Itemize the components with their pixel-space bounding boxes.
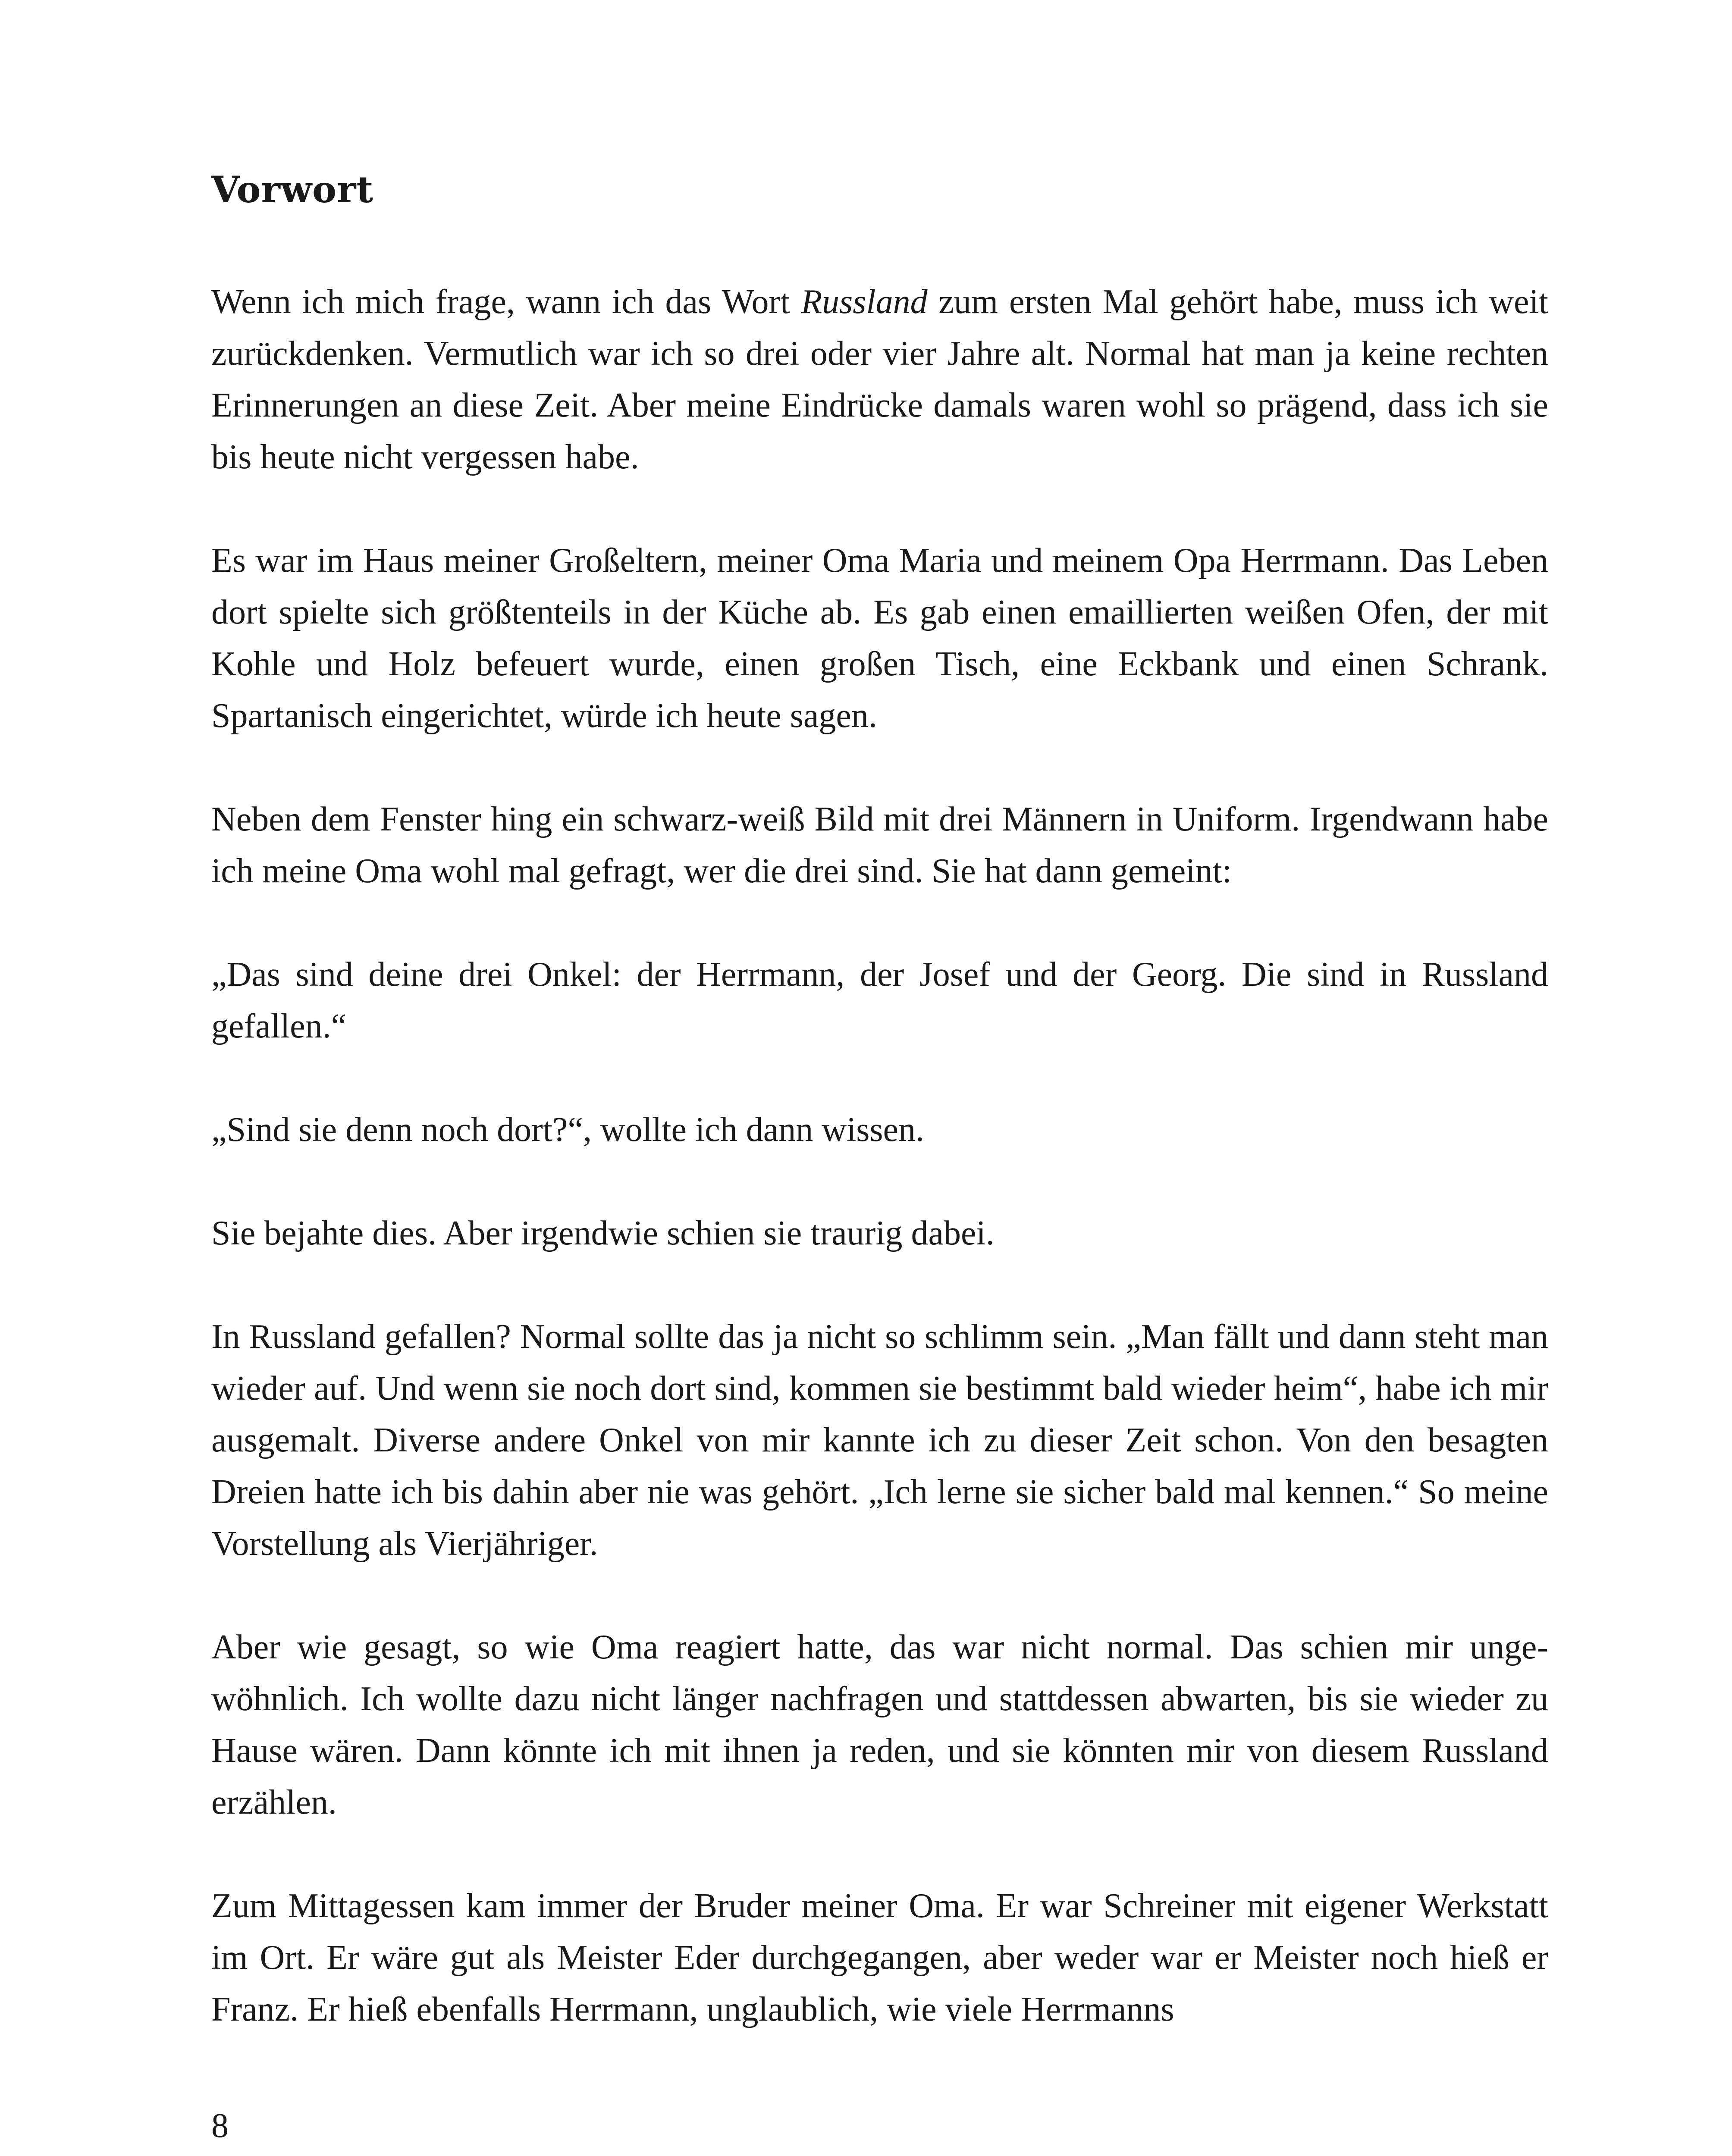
paragraph-2: Es war im Haus meiner Großeltern, meiner Oma Maria und meinem Opa Herrmann. Das Leben dort spielte sich größtenteils in der Küche ab. Es gab einen emaillierten weißen Ofen, der mit Kohle und Holz befeuert wurde, einen großen Tisch, eine Eckbank und einen Schrank. Spartanisch eingerichtet, würde ich heute sagen.	[211, 542, 1548, 735]
paragraph-1-after: zum ersten Mal gehört habe, muss ich weit zurückdenken. Vermutlich war ich so drei oder vier Jahre alt. Normal hat man ja keine rechten Erinnerungen an diese Zeit. Aber meine Eindrücke damals waren wohl so prägend, dass ich sie bis heute nicht vergessen habe.	[211, 283, 1549, 476]
paragraph-3: Neben dem Fenster hing ein schwarz-weiß Bild mit drei Männern in Uniform. Irgendwann habe ich meine Oma wohl mal gefragt, wer die drei sind. Sie hat dann gemeint:	[211, 800, 1548, 890]
paragraph-4: „Das sind deine drei Onkel: der Herrmann, der Josef und der Georg. Die sind in Russland gefallen.“	[211, 956, 1548, 1045]
paragraph-9: Zum Mittagessen kam immer der Bruder meiner Oma. Er war Schreiner mit eigener Werkstatt im Ort. Er wäre gut als Meister Eder durchgegangen, aber weder war er Meister noch hieß er Franz. Er hieß ebenfalls Herrmann, unglaublich, wie viele Herrmanns	[211, 1887, 1548, 2028]
paragraph-1-before: Wenn ich mich frage, wann ich das Wort	[211, 283, 801, 321]
page-number: 8	[211, 2107, 229, 2145]
paragraph-5: „Sind sie denn noch dort?“, wollte ich dann wissen.	[211, 1111, 924, 1149]
chapter-heading: Vorwort	[211, 168, 374, 211]
paragraph-1	[211, 276, 1548, 483]
paragraph-6: Sie bejahte dies. Aber irgendwie schien sie traurig dabei.	[211, 1214, 995, 1252]
paragraph-8: Aber wie gesagt, so wie Oma reagiert hatte, das war nicht normal. Das schien mir ungewöhnlich. Ich wollte dazu nicht länger nachfragen und stattdessen abwarten, bis sie wieder zu Hause wären. Dann könnte ich mit ihnen ja reden, und sie könnten mir von diesem Russland erzählen.	[211, 1628, 1548, 1821]
paragraph-1-emphasis: Russland	[801, 283, 928, 321]
chapter-body	[211, 276, 1548, 2035]
paragraph-7: In Russland gefallen? Normal sollte das ja nicht so schlimm sein. „Man fällt und dann steht man wieder auf. Und wenn sie noch dort sind, kommen sie bestimmt bald wieder heim“, habe ich mir ausgemalt. Diverse andere Onkel von mir kannte ich zu dieser Zeit schon. Von den besagten Dreien hatte ich bis dahin aber nie was gehört. „Ich lerne sie sicher bald mal kennen.“ So meine Vorstellung als Vierjähriger.	[211, 1318, 1548, 1563]
